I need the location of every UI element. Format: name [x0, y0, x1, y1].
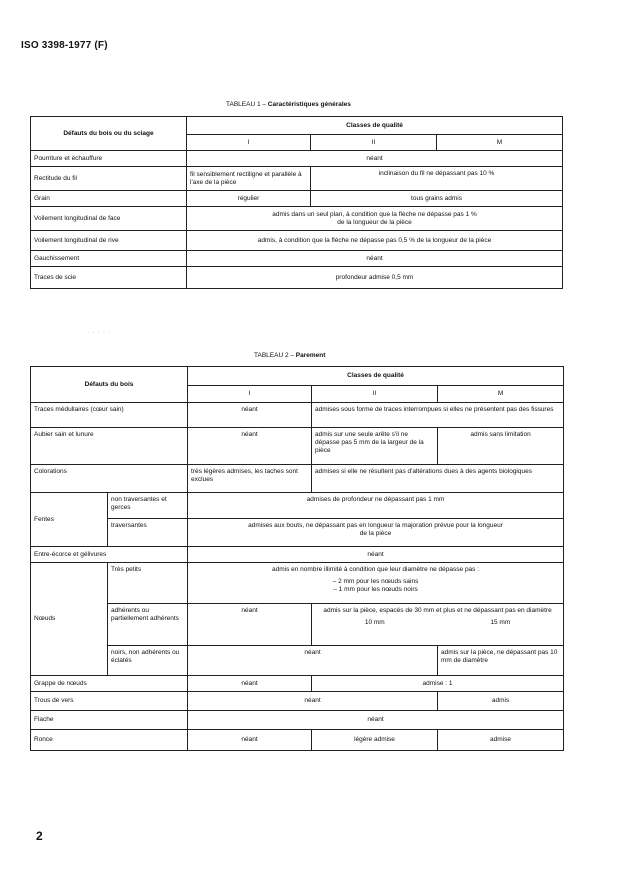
tableau1-cell: régulier — [187, 191, 311, 207]
tableau2-cell-line: admis en nombre illimité à condition que leur diamètre ne dépasse pas : — [272, 566, 480, 573]
tableau2-cell: admises sous forme de traces interrompues si elles ne présentent pas des fissures — [312, 403, 564, 428]
tableau2-cell: néant — [188, 428, 312, 465]
tableau1-cell: profondeur admise 0,5 mm — [187, 267, 563, 289]
tableau1 — [30, 116, 563, 289]
tableau1-classes-header: Classes de qualité — [187, 117, 563, 135]
tableau1-row-label: Traces de scie — [31, 267, 187, 289]
tableau2-sub-label: Très petits — [108, 563, 188, 604]
tableau1-row-label: Voilement longitudinal de face — [31, 207, 187, 231]
tableau2-row-label: Ronce — [31, 730, 188, 751]
tableau2-class-M: M — [438, 386, 564, 403]
tableau2-caption — [254, 352, 325, 359]
tableau1-cell: admis, à condition que la flèche ne dépasse pas 0,5 % de la longueur de la pièce — [187, 231, 563, 251]
tableau2-cell-mm-M: 15 mm — [490, 619, 511, 626]
tableau1-cell — [187, 207, 563, 231]
tableau1-cell: tous grains admis — [311, 191, 563, 207]
document-header: ISO 3398-1977 (F) — [21, 40, 108, 51]
tableau2-sub-label: adhérents ou partiellement adhérents — [108, 604, 188, 646]
tableau2 — [30, 366, 564, 751]
tableau2-cell: très légères admises, les taches sont exclues — [188, 465, 312, 493]
tableau2-cell: néant — [188, 403, 312, 428]
tableau2-sub-label: noirs, non adhérents ou éclatés — [108, 646, 188, 676]
tableau2-cell: néant — [188, 730, 312, 751]
tableau2-row-label-fentes: Fentes — [31, 493, 108, 547]
tableau1-cell-line: de la longueur de la pièce — [337, 218, 412, 226]
tableau2-classes-header: Classes de qualité — [188, 367, 564, 386]
tableau2-row-label: Grappe de nœuds — [31, 676, 188, 692]
tableau2-cell: admise : 1 — [312, 676, 564, 692]
tableau2-cell-line: de la pièce — [359, 530, 392, 537]
tableau2-cell-line: – 1 mm pour les nœuds noirs — [333, 586, 418, 593]
tableau2-cell-line: admises aux bouts, ne dépassant pas en longueur la majoration prévue pour la longueur — [248, 522, 503, 529]
tableau2-cell: légère admise — [312, 730, 438, 751]
tableau1-class-I: I — [187, 135, 311, 151]
tableau2-defects-header: Défauts du bois — [31, 367, 188, 403]
tableau2-cell: admis sans limitation — [438, 428, 564, 465]
tableau2-mm-split — [312, 619, 563, 627]
tableau1-caption-title: Caractéristiques générales — [267, 101, 351, 108]
tableau1-row-label: Voilement longitudinal de rive — [31, 231, 187, 251]
tableau1-row-label: Grain — [31, 191, 187, 207]
tableau1-caption-prefix: TABLEAU 1 – — [226, 101, 268, 108]
tableau2-caption-prefix: TABLEAU 2 – — [254, 352, 296, 359]
tableau1-cell: fil sensiblement rectiligne et parallèle à l'axe de la pièce — [187, 167, 311, 191]
tableau2-cell: admis — [438, 692, 564, 711]
tableau2-cell: néant — [188, 604, 312, 646]
tableau2-caption-title: Parement — [295, 352, 326, 359]
tableau2-cell: néant — [188, 711, 564, 730]
tableau2-row-label: Entre-écorce et gélivures — [31, 547, 188, 563]
tableau2-cell-line: admis sur la pièce, espacés de 30 mm et plus et ne dépassant pas en diamètre — [323, 607, 552, 614]
tableau1-row-label: Pourriture et échauffure — [31, 151, 187, 167]
page-number: 2 — [36, 829, 43, 843]
tableau2-cell-mm-II: 10 mm — [364, 619, 385, 626]
tableau1-class-II: II — [311, 135, 437, 151]
tableau2-cell: admis sur une seule arête s'il ne dépasse pas 5 mm de la largeur de la pièce — [312, 428, 438, 465]
scan-specks: · · · · · — [88, 330, 111, 336]
tableau1-caption — [226, 101, 351, 108]
tableau1-class-M: M — [437, 135, 563, 151]
tableau2-cell: néant — [188, 692, 438, 711]
tableau2-row-label: Trous de vers — [31, 692, 188, 711]
tableau2-cell: admis sur la pièce, ne dépassant pas 10 mm de diamètre — [438, 646, 564, 676]
tableau1-cell: néant — [187, 251, 563, 267]
tableau2-cell: néant — [188, 547, 564, 563]
tableau2-cell: néant — [188, 646, 438, 676]
tableau2-row-label: Flache — [31, 711, 188, 730]
tableau1-cell: inclinaison du fil ne dépassant pas 10 % — [311, 167, 563, 191]
tableau1-cell: néant — [187, 151, 563, 167]
tableau1-row-label: Gauchissement — [31, 251, 187, 267]
tableau2-sub-label: non traversantes et gerces — [108, 493, 188, 519]
tableau2-row-label-noeuds: Nœuds — [31, 563, 108, 676]
tableau2-class-I: I — [188, 386, 312, 403]
tableau1-cell-line: admis dans un seul plan, à condition que la flèche ne dépasse pas 1 % — [272, 210, 477, 218]
tableau2-cell — [312, 604, 564, 646]
tableau2-cell: admise — [438, 730, 564, 751]
tableau2-sub-label: traversantes — [108, 519, 188, 547]
tableau2-row-label: Colorations — [31, 465, 188, 493]
tableau2-row-label: Aubier sain et lunure — [31, 428, 188, 465]
tableau2-class-II: II — [312, 386, 438, 403]
tableau1-defects-header: Défauts du bois ou du sciage — [31, 117, 187, 151]
tableau2-cell: admises si elle ne résultent pas d'altérations dues à des agents biologiques — [312, 465, 564, 493]
tableau2-cell: néant — [188, 676, 312, 692]
tableau2-cell: admises de profondeur ne dépassant pas 1 mm — [188, 493, 564, 519]
tableau2-cell — [188, 563, 564, 604]
tableau1-row-label: Rectitude du fil — [31, 167, 187, 191]
tableau2-cell — [188, 519, 564, 547]
tableau2-cell-line: – 2 mm pour les nœuds sains — [332, 578, 419, 585]
tableau2-row-label: Traces médullaires (cœur sain) — [31, 403, 188, 428]
